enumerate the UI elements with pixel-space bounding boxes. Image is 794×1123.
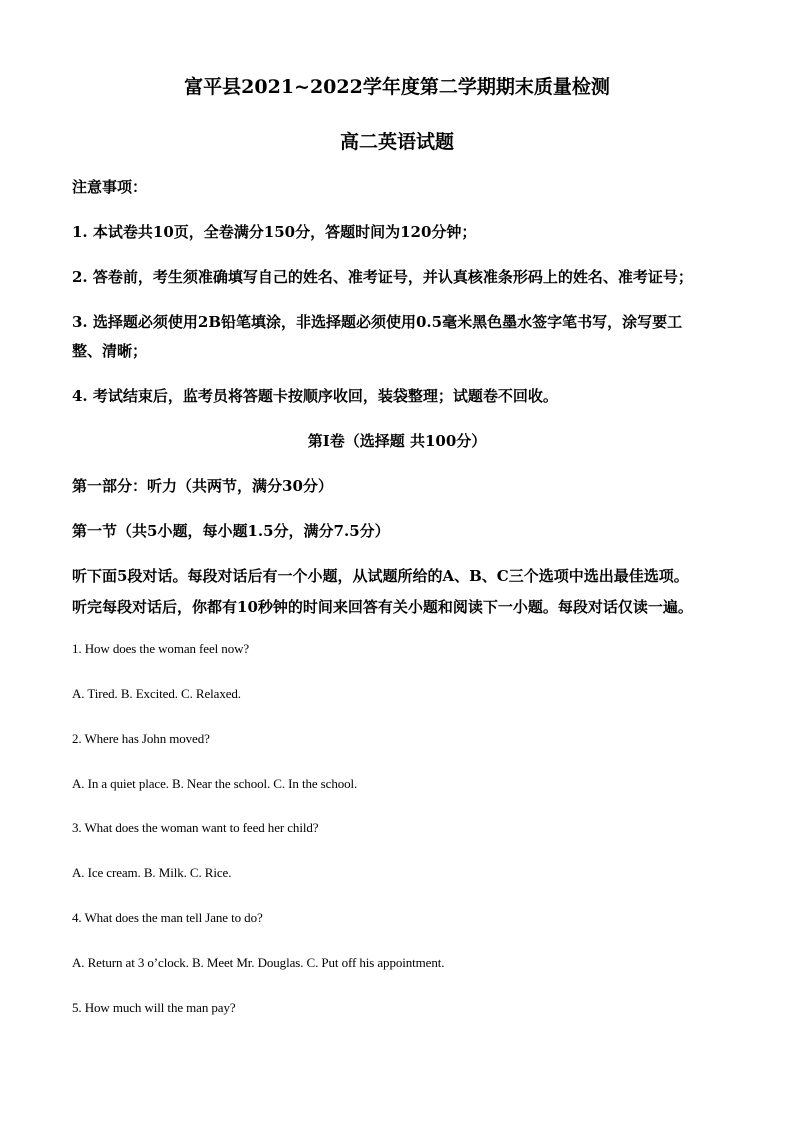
instructions-line-1: 听下面5段对话。每段对话后有一个小题，从试题所给的A、B、C三个选项中选出最佳选项。 — [72, 567, 689, 585]
notice-item-3-continued: 整、清晰； — [72, 342, 148, 360]
question-3-stem: 3. What does the woman want to feed her child? — [72, 820, 319, 835]
question-1-stem: 1. How does the woman feel now? — [72, 641, 250, 656]
notice-item-3: 3. 选择题必须使用2B铅笔填涂，非选择题必须使用0.5毫米黑色墨水签字笔书写，涂写要工 — [72, 313, 683, 331]
question-2-stem: 2. Where has John moved? — [72, 731, 210, 746]
instructions-line-2: 听完每段对话后，你都有10秒钟的时间来回答有关小题和阅读下一小题。每段对话仅读一遍。 — [72, 598, 693, 616]
notice-item-4: 4. 考试结束后，监考员将答题卡按顺序收回，装袋整理；试题卷不回收。 — [72, 387, 558, 405]
question-3-options: A. Ice cream. B. Milk. C. Rice. — [72, 865, 232, 880]
question-5-stem: 5. How much will the man pay? — [72, 1000, 236, 1015]
question-4-stem: 4. What does the man tell Jane to do? — [72, 910, 263, 925]
question-4-options: A. Return at 3 o’clock. B. Meet Mr. Douglas. C. Put off his appointment. — [72, 955, 445, 970]
subsection-title: 第一节（共5小题，每小题1.5分，满分7.5分） — [72, 522, 390, 540]
exam-title: 富平县2021~2022学年度第二学期期末质量检测 — [184, 76, 610, 98]
part-title: 第一部分：听力（共两节，满分30分） — [72, 477, 333, 495]
notice-heading: 注意事项： — [72, 178, 148, 196]
exam-subtitle: 高二英语试题 — [339, 131, 454, 153]
volume-title: 第I卷（选择题 共100分） — [307, 432, 487, 450]
notice-item-1: 1. 本试卷共10页，全卷满分150分，答题时间为120分钟； — [72, 223, 477, 241]
notice-item-2: 2. 答卷前，考生须准确填写自己的姓名、准考证号，并认真核准条形码上的姓名、准考证号； — [72, 268, 693, 286]
question-1-options: A. Tired. B. Excited. C. Relaxed. — [72, 686, 241, 701]
question-2-options: A. In a quiet place. B. Near the school. C. In the school. — [72, 776, 358, 791]
